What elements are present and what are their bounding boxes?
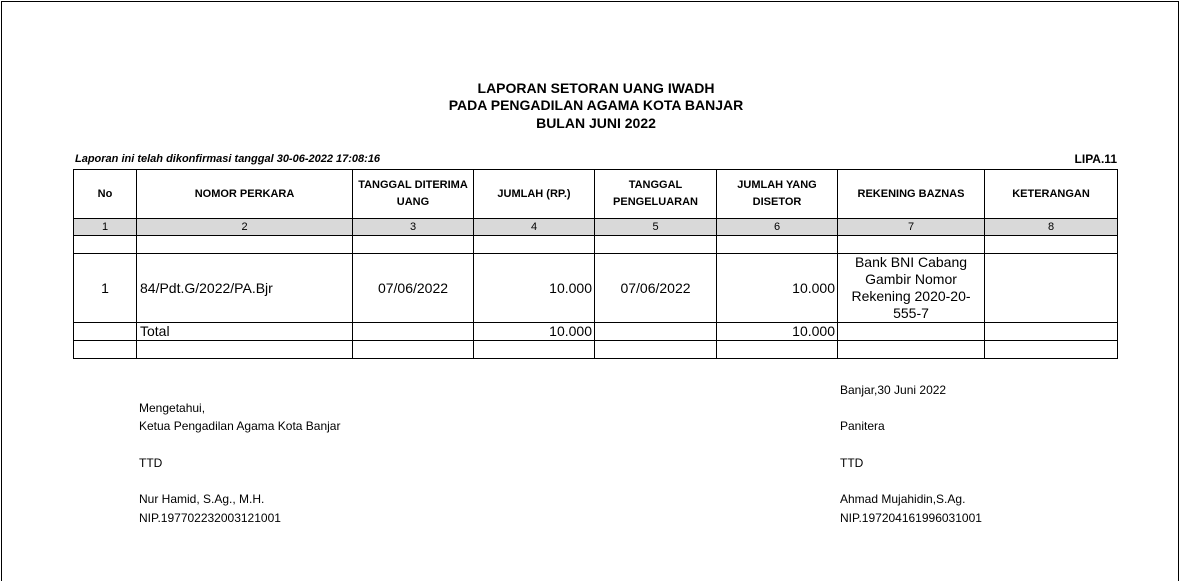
- left-signer-name: Nur Hamid, S.Ag., M.H.: [139, 492, 265, 506]
- table-row: [74, 254, 1118, 323]
- blank-row: [74, 341, 1118, 359]
- col-header-tanggal-pengeluaran: TANGGAL PENGELUARAN: [595, 170, 717, 219]
- column-number: 7: [838, 219, 985, 236]
- cell-jumlah: 10.000: [474, 254, 595, 323]
- column-number: 6: [717, 219, 838, 236]
- left-signer-title: Ketua Pengadilan Agama Kota Banjar: [139, 419, 341, 433]
- column-number: 3: [353, 219, 474, 236]
- right-signer-role: Panitera: [840, 419, 885, 433]
- col-header-tanggal-diterima: TANGGAL DITERIMA UANG: [353, 170, 474, 219]
- column-number: 1: [74, 219, 137, 236]
- right-place-date: Banjar,30 Juni 2022: [840, 383, 947, 397]
- col-header-no: No: [74, 170, 137, 219]
- left-ttd: TTD: [139, 456, 163, 470]
- column-number: 5: [595, 219, 717, 236]
- form-code: LIPA.11: [1074, 152, 1117, 166]
- cell-jumlah-disetor: 10.000: [717, 254, 838, 323]
- col-header-jumlah-disetor: JUMLAH YANG DISETOR: [717, 170, 838, 219]
- report-subtitle-court: PADA PENGADILAN AGAMA KOTA BANJAR: [448, 97, 744, 113]
- col-header-nomor-perkara: NOMOR PERKARA: [137, 170, 353, 219]
- report-subtitle-month: BULAN JUNI 2022: [536, 115, 656, 131]
- blank-row: [74, 236, 1118, 254]
- left-acknowledgement: Mengetahui,: [139, 401, 206, 415]
- total-jumlah: 10.000: [474, 323, 595, 341]
- cell-nomor-perkara: 84/Pdt.G/2022/PA.Bjr: [137, 254, 353, 323]
- col-header-jumlah: JUMLAH (RP.): [474, 170, 595, 219]
- total-jumlah-disetor: 10.000: [717, 323, 838, 341]
- column-number: 8: [985, 219, 1118, 236]
- report-table: [73, 169, 1118, 359]
- right-signer-name: Ahmad Mujahidin,S.Ag.: [840, 492, 966, 506]
- table-header-row: [74, 170, 1118, 219]
- left-signer-nip: NIP.197702232003121001: [139, 511, 281, 525]
- confirmation-note: Laporan ini telah dikonfirmasi tanggal 30-06-2022 17:08:16: [75, 153, 381, 165]
- cell-keterangan: [985, 254, 1118, 323]
- col-header-rekening-baznas: REKENING BAZNAS: [838, 170, 985, 219]
- total-row: [74, 323, 1118, 341]
- column-number: 4: [474, 219, 595, 236]
- right-ttd: TTD: [840, 456, 864, 470]
- right-signer-nip: NIP.197204161996031001: [840, 511, 982, 525]
- col-header-keterangan: KETERANGAN: [985, 170, 1118, 219]
- cell-no: 1: [74, 254, 137, 323]
- report-title: LAPORAN SETORAN UANG IWADH: [477, 80, 715, 96]
- cell-tanggal-pengeluaran: 07/06/2022: [595, 254, 717, 323]
- column-number: 2: [137, 219, 353, 236]
- column-number-row: [74, 219, 1118, 236]
- total-label: Total: [137, 323, 353, 341]
- cell-rekening-baznas: Bank BNI Cabang Gambir Nomor Rekening 2020-20-555-7: [838, 254, 985, 323]
- cell-tanggal-diterima: 07/06/2022: [353, 254, 474, 323]
